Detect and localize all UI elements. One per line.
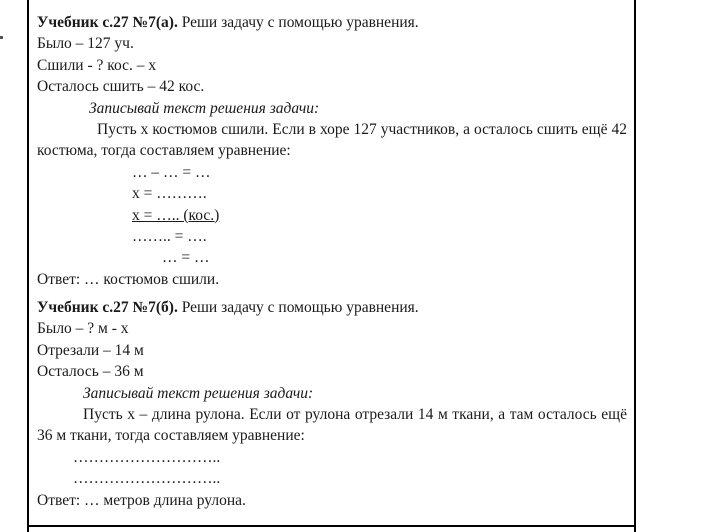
task-a-header	[37, 12, 627, 33]
task-b-answer: Ответ: … метров длина рулона.	[37, 491, 246, 509]
task-a-equation-3: x = ….. (кос.)	[132, 206, 220, 224]
task-b-paragraph: Пусть x – длина рулона. Если от рулона отрезали 14 м ткани, а там осталось ещё 36 м ткани, тогда составляем уравнение:	[37, 406, 627, 445]
task-a-equation-1: … – … = …	[132, 163, 211, 181]
task-b-equation-2: ………………………..	[73, 470, 221, 488]
task-a-instruction: Записывай текст решения задачи:	[89, 99, 320, 117]
task-a-header-rest: Реши задачу с помощью уравнения.	[177, 14, 419, 31]
task-b-instruction: Записывай текст решения задачи:	[83, 384, 314, 402]
task-b-equation-1: ………………………..	[73, 448, 221, 466]
task-b-line-1: Было – ? м - x	[37, 320, 129, 338]
task-a-equation-5: … = …	[162, 249, 210, 267]
task-b-line-3: Осталось – 36 м	[37, 363, 144, 381]
task-a-line-1: Было – 127 уч.	[37, 35, 134, 53]
task-b-block	[37, 297, 627, 511]
task-b-header-bold: Учебник с.27 №7(б).	[37, 299, 178, 316]
task-a-equation-4: …….. = ….	[132, 228, 207, 246]
bottom-border	[27, 525, 636, 527]
task-a-equation-2: x = ……….	[132, 185, 207, 203]
task-a-answer: Ответ: … костюмов сшили.	[37, 270, 220, 288]
task-a-line-2: Сшили - ? кос. – x	[37, 56, 157, 74]
task-b-header-rest: Реши задачу с помощью уравнения.	[177, 299, 419, 316]
task-b-header	[37, 297, 627, 318]
task-a-header-bold: Учебник с.27 №7(а).	[37, 14, 178, 31]
task-a-line-3: Осталось сшить – 42 кос.	[37, 78, 205, 96]
task-a-block	[37, 12, 627, 290]
left-border	[27, 0, 29, 532]
task-b-line-2: Отрезали – 14 м	[37, 341, 144, 359]
margin-mark	[0, 36, 3, 39]
task-a-paragraph: Пусть x костюмов сшили. Если в хоре 127 участников, а осталось сшить ещё 42 костюма, тогда составляем уравнение:	[37, 121, 627, 160]
right-border	[634, 0, 636, 532]
